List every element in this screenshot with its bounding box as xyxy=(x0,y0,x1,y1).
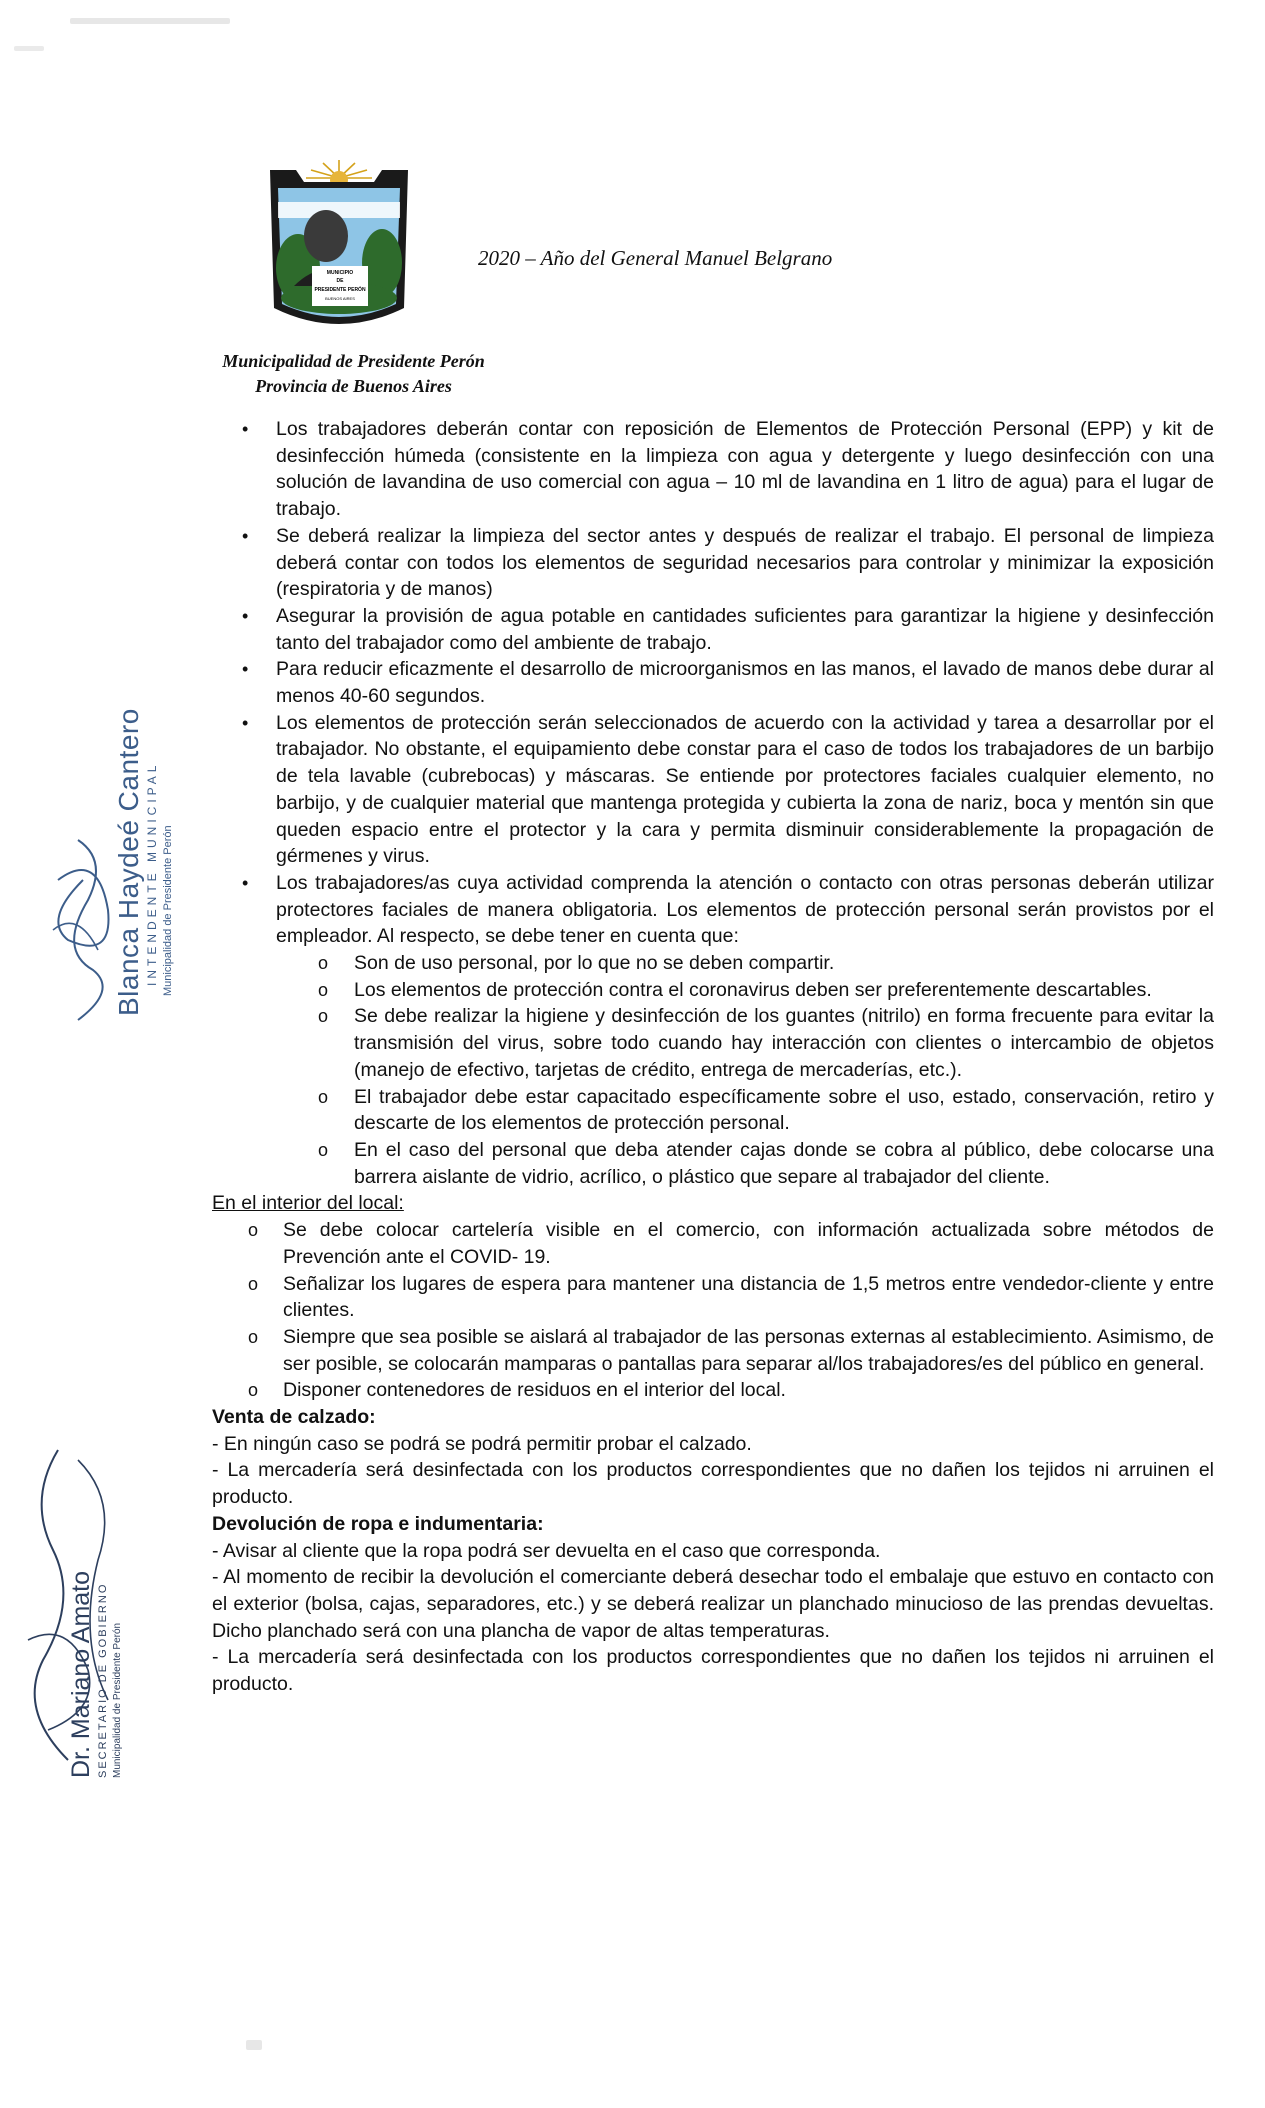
sub-item: o El trabajador debe estar capacitado específicamente sobre el uso, estado, conservación, retiro y descarte de los elementos de protección personal. xyxy=(212,1084,1214,1137)
section-heading-devolucion: Devolución de ropa e indumentaria: xyxy=(212,1512,544,1535)
stamp-office: Municipalidad de Presidente Perón xyxy=(112,1622,123,1778)
scan-mark-left xyxy=(14,46,44,51)
bullet-item-lavado: • Para reducir eficazmente el desarrollo de microorganismos en las manos, el lavado de manos debe durar al menos 40-60 segundos. xyxy=(212,656,1214,709)
year-motto: 2020 – Año del General Manuel Belgrano xyxy=(478,246,833,270)
sub-item: o En el caso del personal que deba atender cajas donde se cobra al público, debe colocarse una barrera aislante de vidrio, acrílico, o plástico que separe al trabajador del cliente. xyxy=(212,1137,1214,1190)
devolucion-line: - Al momento de recibir la devolución el comerciante deberá desechar todo el embalaje que estuvo en contacto con el exterior (bolsa, cajas, separadores, etc.) y se deberá realizar un planchado minucioso de las prendas devueltas. Dicho planchado será con una plancha de vapor de altas temperaturas. xyxy=(212,1566,1214,1642)
sub-list xyxy=(212,950,1214,1190)
handwritten-signature-2 xyxy=(8,1440,138,1770)
stamp-office: Municipalidad de Presidente Perón xyxy=(162,825,174,996)
crest-text-2: DE xyxy=(336,278,344,284)
stamp-name: Dr. Mariano Amato xyxy=(67,1570,95,1778)
institution-header xyxy=(201,349,506,399)
crest-text-3: PRESIDENTE PERÓN xyxy=(314,287,366,293)
interior-item: o Señalizar los lugares de espera para mantener una distancia de 1,5 metros entre vendedor-cliente y entre clientes. xyxy=(212,1271,1214,1324)
interior-list xyxy=(212,1217,1214,1404)
bullet-item-proteccion: • Los elementos de protección serán seleccionados de acuerdo con la actividad y tarea a desarrollar por el trabajador. No obstante, el equipamiento debe constar para el caso de todos los trabajadores de un barbijo de tela lavable (cubrebocas) y máscaras. Se entiende por protectores faciales cualquier elemento, no barbijo, y de cualquier material que mantenga protegida y cubierta la zona de nariz, boca y mentón sin que queden espacio entre el protector y la cara y permita disminuir considerablemente la propagación de gérmenes y virus. xyxy=(212,710,1214,870)
section-heading-calzado: Venta de calzado: xyxy=(212,1406,376,1429)
handwritten-signature-1 xyxy=(38,820,128,1030)
interior-item: o Se debe colocar cartelería visible en el comercio, con información actualizada sobre métodos de Prevención ante el COVID- 19. xyxy=(212,1217,1214,1270)
institution-name: Municipalidad de Presidente Perón xyxy=(222,351,485,371)
institution-province: Provincia de Buenos Aires xyxy=(255,376,452,396)
bullet-item-atencion: • Los trabajadores/as cuya actividad comprenda la atención o contacto con otras personas deberán utilizar protectores faciales de manera obligatoria. Los elementos de protección personal serán provistos por el empleador. Al respecto, se debe tener en cuenta que: xyxy=(212,870,1214,950)
scan-mark-bottom xyxy=(246,2040,262,2050)
interior-item: o Disponer contenedores de residuos en el interior del local. xyxy=(212,1377,1214,1404)
municipal-crest-logo xyxy=(268,158,410,338)
devolucion-line: - La mercadería será desinfectada con los productos correspondientes que no dañen los tejidos ni arruinen el producto. xyxy=(212,1646,1214,1696)
sub-item: o Los elementos de protección contra el coronavirus deben ser preferentemente descartables. xyxy=(212,977,1214,1004)
interior-item: o Siempre que sea posible se aislará al trabajador de las personas externas al establecimiento. Asimismo, de ser posible, se colocarán mamparas o pantallas para separar al/los trabajadores/es del público en general. xyxy=(212,1324,1214,1377)
bullet-list xyxy=(212,416,1214,950)
calzado-line: - La mercadería será desinfectada con los productos correspondientes que no dañen los tejidos ni arruinen el producto. xyxy=(212,1459,1214,1509)
document-body xyxy=(212,416,1214,1698)
bullet-item-agua: • Asegurar la provisión de agua potable en cantidades suficientes para garantizar la higiene y desinfección tanto del trabajador como del ambiente de trabajo. xyxy=(212,603,1214,656)
crest-text-4: BUENOS AIRES xyxy=(325,296,355,301)
section-heading-interior: En el interior del local: xyxy=(212,1192,404,1215)
calzado-line: - En ningún caso se podrá se podrá permitir probar el calzado. xyxy=(212,1432,752,1455)
crest-text-1: MUNICIPIO xyxy=(326,270,354,276)
scan-mark-top-left xyxy=(70,18,230,24)
devolucion-line: - Avisar al cliente que la ropa podrá ser devuelta en el caso que corresponda. xyxy=(212,1539,881,1562)
sub-item: o Se debe realizar la higiene y desinfección de los guantes (nitrilo) en forma frecuente para evitar la transmisión del virus, sobre todo cuando hay interacción con clientes o intercambio de objetos (manejo de efectivo, tarjetas de crédito, entrega de mercaderías, etc.). xyxy=(212,1003,1214,1083)
stamp-role: SECRETARIO DE GOBIERNO xyxy=(97,1582,109,1778)
stamp-role: INTENDENTE MUNICIPAL xyxy=(145,761,159,986)
stamp-name: Blanca Haydeé Cantero xyxy=(113,708,144,1016)
bullet-item-epp: • Los trabajadores deberán contar con reposición de Elementos de Protección Personal (EPP) y kit de desinfección húmeda (consistente en la limpieza con agua y detergente y luego desinfección con una solución de lavandina de uso comercial con agua – 10 ml de lavandina en 1 litro de agua) para el lugar de trabajo. xyxy=(212,416,1214,523)
sub-item: o Son de uso personal, por lo que no se deben compartir. xyxy=(212,950,1214,977)
bullet-item-limpieza: • Se deberá realizar la limpieza del sector antes y después de realizar el trabajo. El personal de limpieza deberá contar con todos los elementos de seguridad necesarios para controlar y minimizar la exposición (respiratoria y de manos) xyxy=(212,523,1214,603)
